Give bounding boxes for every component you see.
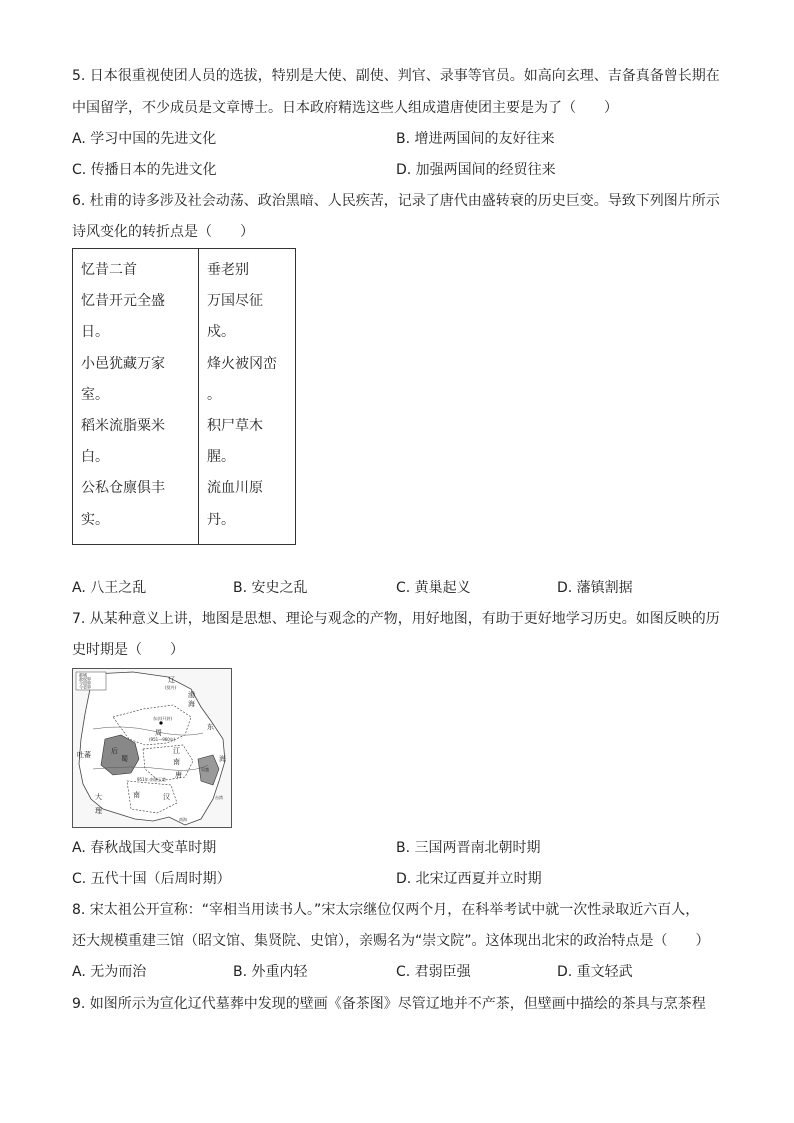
map-label-shu: 蜀 xyxy=(121,755,128,763)
q7-option-d[interactable]: D. 北宋辽西夏并立时期 xyxy=(396,871,542,887)
q5-stem-line2: 中国留学，不少成员是文章博士。日本政府精选这些人组成遣唐使团主要是为了（ ） xyxy=(72,100,618,116)
map-legend-item: 政权界 xyxy=(79,676,91,682)
q5-option-c[interactable]: C. 传播日本的先进文化 xyxy=(72,162,217,178)
q6-option-c[interactable]: C. 黄巢起义 xyxy=(396,580,471,596)
poem-line: 腥。 xyxy=(207,449,235,466)
capital-marker xyxy=(159,721,162,724)
poem-line: 丹。 xyxy=(207,511,235,528)
q5-option-b[interactable]: B. 增进两国间的友好往来 xyxy=(396,131,555,147)
map-label-da: 大 xyxy=(95,793,102,801)
map-label-tang: 唐 xyxy=(175,771,182,779)
q5-stem-line1: 5. 日本很重视使团人员的选拔，特别是大使、副使、判官、录事等官员。如高向玄理、吉备真备曾长期在 xyxy=(72,68,720,84)
map-svg xyxy=(73,669,231,827)
q8-stem-line2: 还大规模重建三馆（昭文馆、集贤院、史馆），亲赐名为“崇文院”。这体现出北宋的政治特点是（ ） xyxy=(72,933,710,949)
map-legend-item: 今省界 xyxy=(79,684,91,690)
q7-stem-line2: 史时期是（ ） xyxy=(72,642,184,658)
q7-stem-line1: 7. 从某种意义上讲，地图是思想、理论与观念的产物，用好地图，有助于更好地学习历史。如图反映的历 xyxy=(72,611,720,627)
q8-option-a[interactable]: A. 无为而治 xyxy=(72,964,147,980)
q6-stem-line2: 诗风变化的转折点是（ ） xyxy=(72,224,254,240)
poem-line: 戍。 xyxy=(207,324,235,341)
map-label-wuyue: 吴越 xyxy=(201,767,209,772)
poem-cell-yixi xyxy=(73,249,199,545)
poem-cell-chuilaobie xyxy=(199,249,296,545)
q6-option-b[interactable]: B. 安史之乱 xyxy=(233,580,308,596)
q8-option-d[interactable]: D. 重文轻武 xyxy=(557,964,633,980)
q8-option-b[interactable]: B. 外重内轻 xyxy=(233,964,308,980)
poem-line: 积尸草木 xyxy=(207,418,263,435)
map-label-hai1: 海 xyxy=(188,700,195,708)
poem-line: 。 xyxy=(207,386,221,403)
poem-table xyxy=(72,248,296,545)
q6-option-d[interactable]: D. 藩镇割据 xyxy=(557,580,633,596)
land-outline xyxy=(79,672,225,825)
map-label-dong: 东 xyxy=(207,723,214,731)
map-label-dongjing: 东京(开封) xyxy=(153,716,173,721)
five-dynasties-map xyxy=(72,668,232,828)
map-label-nan1: 南 xyxy=(173,758,180,766)
poem-line: 烽火被冈峦 xyxy=(207,355,277,372)
map-label-note: 951年·南唐灭楚 xyxy=(137,777,166,782)
map-label-nanhai: 南海 xyxy=(179,817,187,822)
q6-stem-line1: 6. 杜甫的诗多涉及社会动荡、政治黑暗、人民疾苦，记录了唐代由盛转衰的历史巨变。导致下列图片所示 xyxy=(72,193,720,209)
poem-line: 垂老别 xyxy=(207,262,249,278)
q5-option-a[interactable]: A. 学习中国的先进文化 xyxy=(72,131,217,147)
map-label-years: (951—960年) xyxy=(149,737,176,742)
map-label-zhou: 周 xyxy=(155,729,162,737)
poem-line: 日。 xyxy=(81,324,109,341)
map-label-liao: 辽 xyxy=(168,676,175,684)
poem-line: 小邑犹藏万家 xyxy=(81,355,165,372)
map-label-jiang: 江 xyxy=(173,747,180,755)
map-label-li: 理 xyxy=(95,807,102,815)
map-label-nan2: 南 xyxy=(133,791,140,799)
poem-line: 忆昔二首 xyxy=(81,262,137,278)
map-label-hou: 后 xyxy=(111,747,118,755)
map-label-tubo: 吐蕃 xyxy=(77,751,91,759)
poem-line: 忆昔开元全盛 xyxy=(81,293,165,310)
poem-line: 白。 xyxy=(81,449,109,466)
q8-stem-line1: 8. 宋太祖公开宣称：“宰相当用读书人。”宋太宗继位仅两个月，在科举考试中就一次性录取近六百人， xyxy=(72,902,700,918)
q7-option-b[interactable]: B. 三国两晋南北朝时期 xyxy=(396,840,541,856)
poem-line: 实。 xyxy=(81,511,109,528)
map-label-bo: 渤 xyxy=(188,691,195,699)
map-label-qidan: (契丹) xyxy=(165,685,177,690)
poem-line: 流血川原 xyxy=(207,480,263,497)
map-label-taiwan: 台湾 xyxy=(215,795,223,800)
map-legend-item: 都城 xyxy=(79,672,87,678)
poem-line: 公私仓廪俱丰 xyxy=(81,480,165,497)
map-label-han: 汉 xyxy=(163,793,170,801)
poem-line: 万国尽征 xyxy=(207,293,263,310)
q9-stem-line1: 9. 如图所示为宣化辽代墓葬中发现的壁画《备茶图》尽管辽地并不产茶，但壁画中描绘的茶具与烹茶程 xyxy=(72,996,706,1012)
map-label-hai2: 海 xyxy=(219,755,226,763)
q5-option-d[interactable]: D. 加强两国间的经贸往来 xyxy=(396,162,556,178)
map-legend-item: 今国界 xyxy=(79,680,91,686)
q7-option-c[interactable]: C. 五代十国（后周时期） xyxy=(72,871,231,887)
q8-option-c[interactable]: C. 君弱臣强 xyxy=(396,964,471,980)
poem-line: 室。 xyxy=(81,386,109,403)
q6-option-a[interactable]: A. 八王之乱 xyxy=(72,580,147,596)
q7-option-a[interactable]: A. 春秋战国大变革时期 xyxy=(72,840,217,856)
poem-line: 稻米流脂粟米 xyxy=(81,418,165,435)
